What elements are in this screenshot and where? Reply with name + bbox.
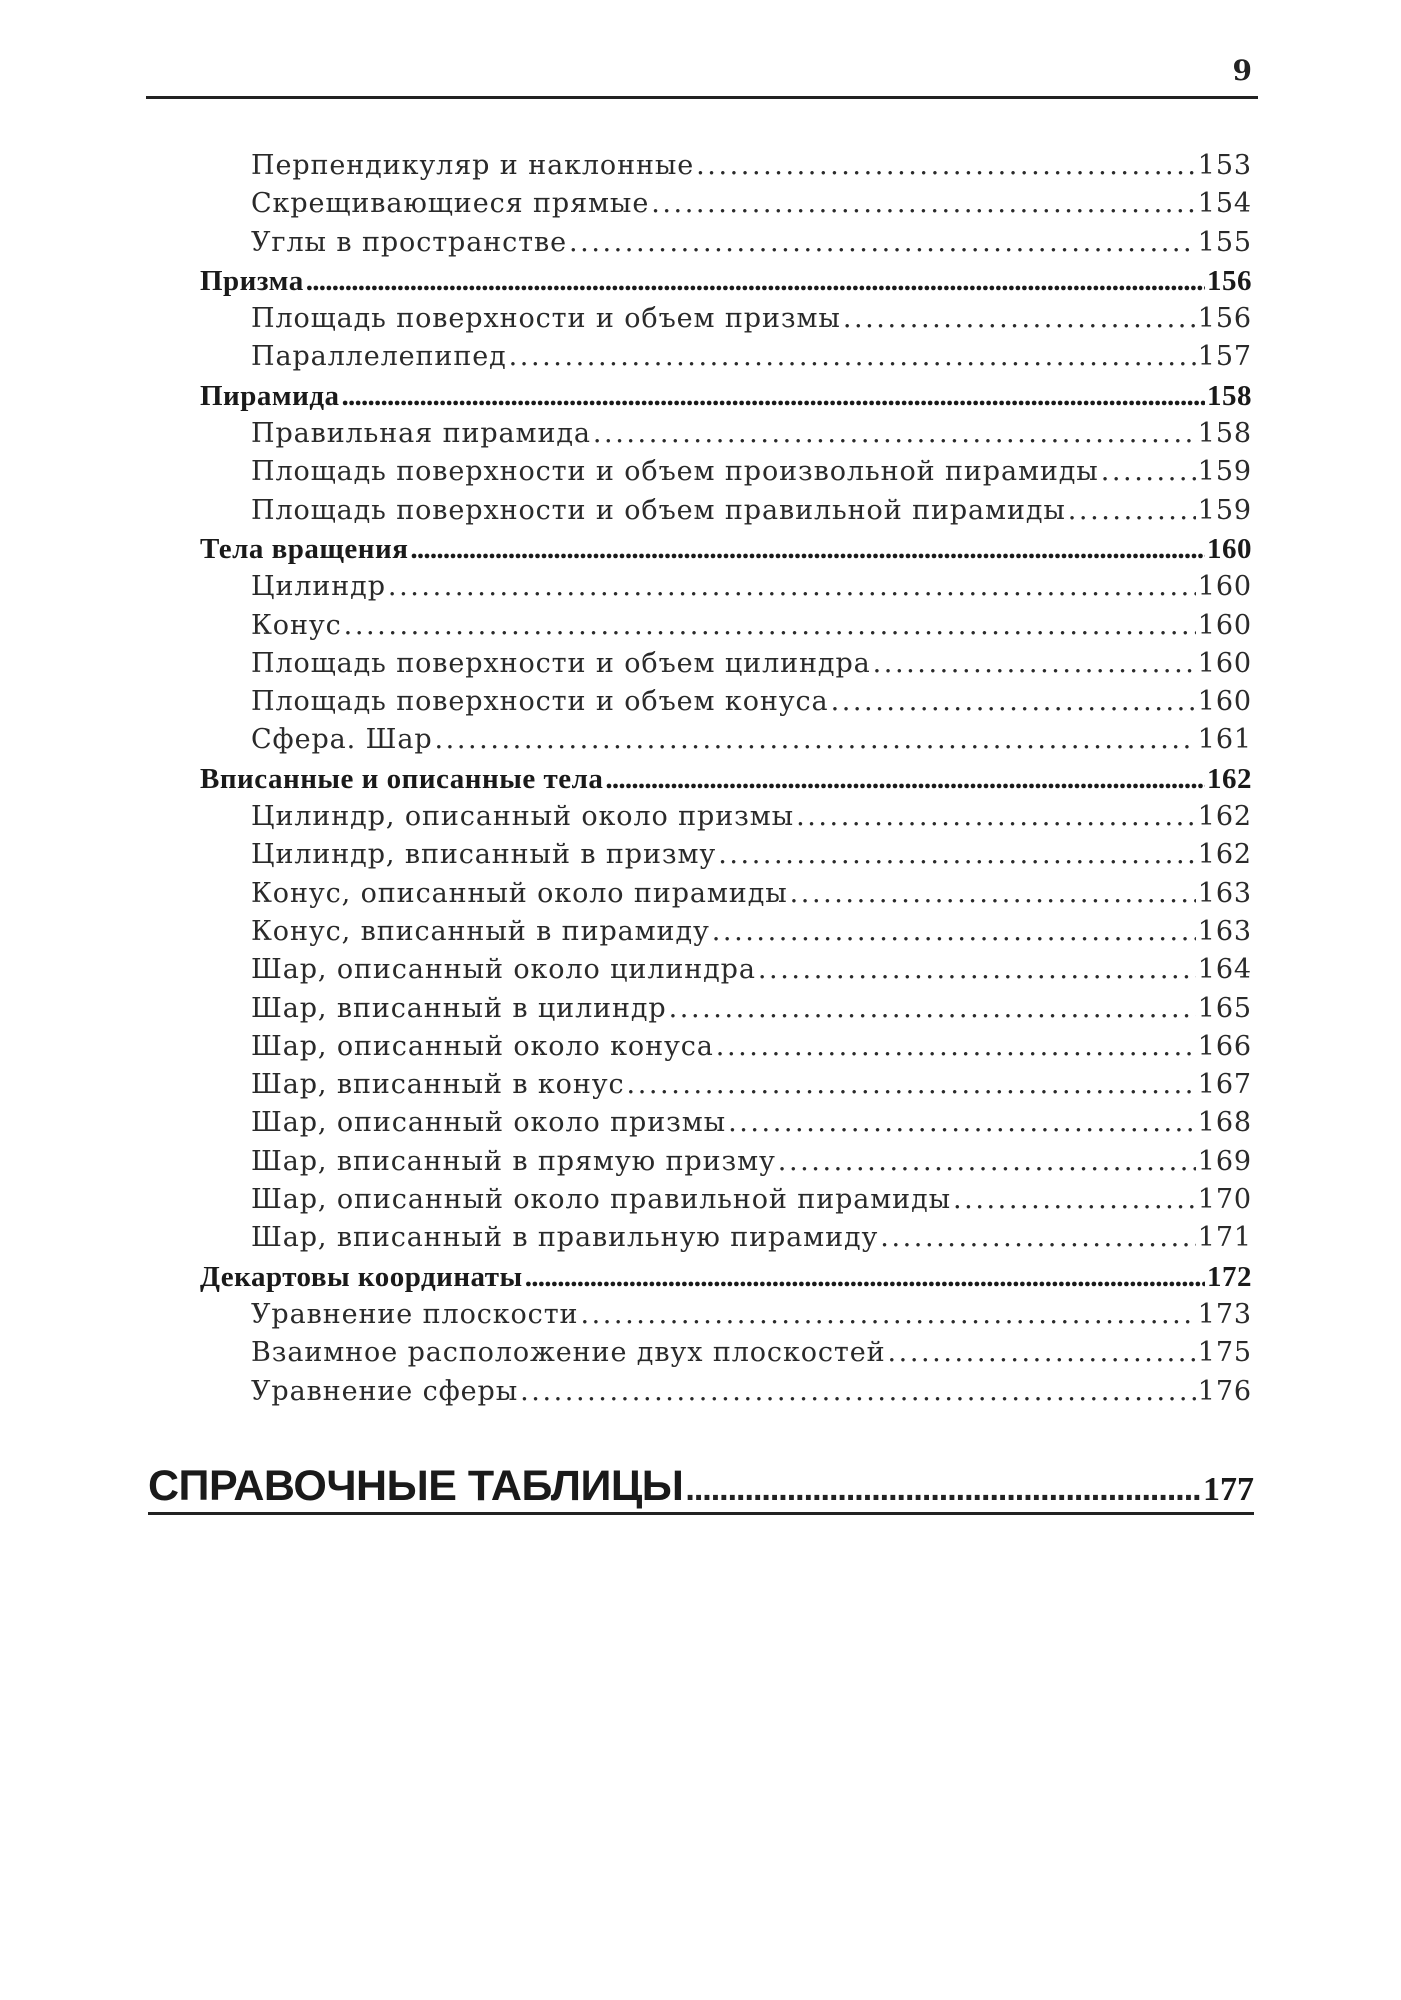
- toc-entry-page-number: 160: [1197, 571, 1252, 603]
- dot-leader: [790, 878, 1196, 909]
- dot-leader: [873, 648, 1196, 679]
- dot-leader: [344, 610, 1196, 641]
- dot-leader: [525, 1261, 1205, 1294]
- dot-leader: [435, 724, 1196, 755]
- dot-leader: [953, 1184, 1196, 1215]
- toc-entry-page-number: 160: [1197, 686, 1252, 718]
- toc-subsection-entry[interactable]: [200, 1337, 1252, 1375]
- toc-subsection-entry[interactable]: [200, 1376, 1252, 1414]
- toc-subsection-entry[interactable]: [200, 418, 1252, 456]
- dot-leader: [1068, 495, 1196, 526]
- toc-entry-title: Площадь поверхности и объем правильной пирамиды: [251, 494, 1066, 526]
- toc-entry-title: Призма: [200, 264, 304, 297]
- chapter-page-number: 177: [1203, 1471, 1254, 1508]
- toc-entry-title: Площадь поверхности и объем конуса: [251, 686, 829, 718]
- toc-entry-page-number: 161: [1197, 724, 1252, 756]
- toc-entry-title: Тела вращения: [200, 532, 409, 565]
- toc-subsection-entry[interactable]: [200, 916, 1252, 954]
- dot-leader: [716, 1031, 1196, 1062]
- toc-entry-page-number: 156: [1207, 264, 1252, 297]
- toc-entry-title: Вписанные и описанные тела: [200, 762, 604, 795]
- toc-subsection-entry[interactable]: [200, 495, 1252, 533]
- toc-entry-page-number: 176: [1197, 1375, 1252, 1407]
- toc-subsection-entry[interactable]: [200, 227, 1252, 265]
- dot-leader: [569, 227, 1196, 258]
- toc-entry-title: Пирамида: [200, 379, 340, 412]
- dot-leader: [605, 763, 1205, 796]
- toc-entry-page-number: 158: [1207, 379, 1252, 412]
- toc-entry-page-number: 162: [1207, 762, 1252, 795]
- toc-subsection-entry[interactable]: [200, 1184, 1252, 1222]
- dot-leader: [627, 1069, 1196, 1100]
- toc-section-entry[interactable]: [200, 763, 1252, 801]
- dot-leader: [712, 916, 1196, 947]
- toc-entry-page-number: 159: [1197, 494, 1252, 526]
- toc-entry-title: Уравнение плоскости: [251, 1298, 579, 1330]
- toc-subsection-entry[interactable]: [200, 303, 1252, 341]
- toc-entry-page-number: 171: [1197, 1222, 1252, 1254]
- toc-entry-page-number: 163: [1197, 915, 1252, 947]
- dot-leader: [843, 303, 1196, 334]
- dot-leader: [388, 571, 1196, 602]
- toc-subsection-entry[interactable]: [200, 1299, 1252, 1337]
- toc-entry-title: Шар, описанный около цилиндра: [251, 954, 756, 986]
- dot-leader: [685, 1470, 1201, 1509]
- toc-entry-title: Шар, вписанный в цилиндр: [251, 992, 667, 1024]
- dot-leader: [509, 341, 1196, 372]
- table-of-contents: [200, 150, 1252, 1414]
- toc-subsection-entry[interactable]: [200, 1031, 1252, 1069]
- toc-entry-title: Цилиндр: [251, 571, 386, 603]
- dot-leader: [306, 265, 1205, 298]
- dot-leader: [728, 1107, 1196, 1138]
- toc-entry-title: Параллелепипед: [251, 341, 507, 373]
- toc-subsection-entry[interactable]: [200, 1146, 1252, 1184]
- toc-entry-page-number: 158: [1197, 418, 1252, 450]
- toc-entry-page-number: 168: [1197, 1107, 1252, 1139]
- toc-entry-title: Сфера. Шар: [251, 724, 433, 756]
- toc-entry-title: Цилиндр, описанный около призмы: [251, 801, 795, 833]
- toc-entry-page-number: 160: [1207, 532, 1252, 565]
- toc-subsection-entry[interactable]: [200, 686, 1252, 724]
- toc-entry-page-number: 164: [1197, 954, 1252, 986]
- dot-leader: [696, 150, 1196, 181]
- toc-entry-page-number: 169: [1197, 1145, 1252, 1177]
- toc-entry-title: Декартовы координаты: [200, 1260, 523, 1293]
- toc-entry-title: Перпендикуляр и наклонные: [251, 150, 695, 181]
- dot-leader: [520, 1376, 1196, 1407]
- toc-subsection-entry[interactable]: [200, 1222, 1252, 1260]
- toc-entry-page-number: 165: [1197, 992, 1252, 1024]
- toc-subsection-entry[interactable]: [200, 571, 1252, 609]
- toc-entry-title: Площадь поверхности и объем цилиндра: [251, 647, 871, 679]
- toc-section-entry[interactable]: [200, 265, 1252, 303]
- toc-entry-title: Шар, описанный около правильной пирамиды: [251, 1184, 951, 1216]
- page-number: 9: [1232, 54, 1252, 87]
- toc-entry-page-number: 167: [1197, 1069, 1252, 1101]
- toc-section-entry[interactable]: [200, 533, 1252, 571]
- toc-subsection-entry[interactable]: [200, 648, 1252, 686]
- toc-entry-title: Шар, описанный около призмы: [251, 1107, 727, 1139]
- toc-entry-title: Конус, вписанный в пирамиду: [251, 915, 710, 947]
- toc-subsection-entry[interactable]: [200, 610, 1252, 648]
- toc-section-entry[interactable]: [200, 380, 1252, 418]
- toc-chapter-appendix[interactable]: [148, 1462, 1254, 1515]
- toc-subsection-entry[interactable]: [200, 878, 1252, 916]
- toc-entry-title: Площадь поверхности и объем произвольной пирамиды: [251, 456, 1099, 488]
- toc-subsection-entry[interactable]: [200, 456, 1252, 494]
- dot-leader: [796, 801, 1196, 832]
- dot-leader: [580, 1299, 1195, 1330]
- toc-entry-page-number: 162: [1197, 801, 1252, 833]
- toc-subsection-entry[interactable]: [200, 1069, 1252, 1107]
- toc-entry-page-number: 155: [1197, 226, 1252, 258]
- toc-entry-title: Шар, вписанный в прямую призму: [251, 1145, 776, 1177]
- dot-leader: [593, 418, 1196, 449]
- toc-entry-page-number: 157: [1197, 341, 1252, 373]
- toc-entry-page-number: 159: [1197, 456, 1252, 488]
- toc-subsection-entry[interactable]: [200, 993, 1252, 1031]
- toc-entry-page-number: 156: [1197, 303, 1252, 335]
- toc-subsection-entry[interactable]: [200, 1107, 1252, 1145]
- toc-subsection-entry[interactable]: [200, 839, 1252, 877]
- toc-entry-page-number: 170: [1197, 1184, 1252, 1216]
- dot-leader: [778, 1146, 1196, 1177]
- toc-entry-title: Правильная пирамида: [251, 418, 591, 450]
- toc-subsection-entry[interactable]: [200, 724, 1252, 762]
- toc-entry-page-number: 153: [1197, 150, 1252, 181]
- toc-entry-page-number: 160: [1197, 647, 1252, 679]
- dot-leader: [1101, 456, 1196, 487]
- toc-entry-page-number: 163: [1197, 877, 1252, 909]
- toc-entry-title: Взаимное расположение двух плоскостей: [251, 1337, 886, 1369]
- toc-entry-page-number: 166: [1197, 1030, 1252, 1062]
- page-header: [146, 52, 1258, 99]
- toc-entry-title: Конус: [251, 609, 342, 641]
- toc-subsection-entry[interactable]: [200, 341, 1252, 379]
- dot-leader: [669, 993, 1196, 1024]
- dot-leader: [831, 686, 1196, 717]
- toc-entry-title: Площадь поверхности и объем призмы: [251, 303, 841, 335]
- toc-entry-title: Скрещивающиеся прямые: [251, 188, 650, 220]
- dot-leader: [880, 1222, 1195, 1253]
- toc-entry-title: Уравнение сферы: [251, 1375, 519, 1407]
- toc-subsection-entry[interactable]: [200, 801, 1252, 839]
- toc-entry-title: Конус, описанный около пирамиды: [251, 877, 788, 909]
- toc-subsection-entry[interactable]: [200, 150, 1252, 188]
- toc-entry-title: Шар, вписанный в правильную пирамиду: [251, 1222, 879, 1254]
- dot-leader: [758, 954, 1196, 985]
- toc-entry-page-number: 154: [1197, 188, 1252, 220]
- dot-leader: [651, 188, 1196, 219]
- toc-entry-title: Углы в пространстве: [251, 226, 567, 258]
- toc-entry-page-number: 175: [1197, 1337, 1252, 1369]
- toc-subsection-entry[interactable]: [200, 188, 1252, 226]
- toc-entry-title: Шар, вписанный в конус: [251, 1069, 625, 1101]
- chapter-title: СПРАВОЧНЫЕ ТАБЛИЦЫ: [148, 1462, 684, 1510]
- toc-entry-page-number: 173: [1197, 1298, 1252, 1330]
- dot-leader: [342, 380, 1205, 413]
- toc-subsection-entry[interactable]: [200, 954, 1252, 992]
- toc-section-entry[interactable]: [200, 1261, 1252, 1299]
- toc-entry-title: Шар, описанный около конуса: [251, 1030, 714, 1062]
- dot-leader: [718, 839, 1196, 870]
- toc-entry-page-number: 162: [1197, 839, 1252, 871]
- toc-entry-page-number: 172: [1207, 1260, 1252, 1293]
- dot-leader: [888, 1337, 1196, 1368]
- toc-entry-title: Цилиндр, вписанный в призму: [251, 839, 717, 871]
- dot-leader: [410, 533, 1205, 566]
- toc-entry-page-number: 160: [1197, 609, 1252, 641]
